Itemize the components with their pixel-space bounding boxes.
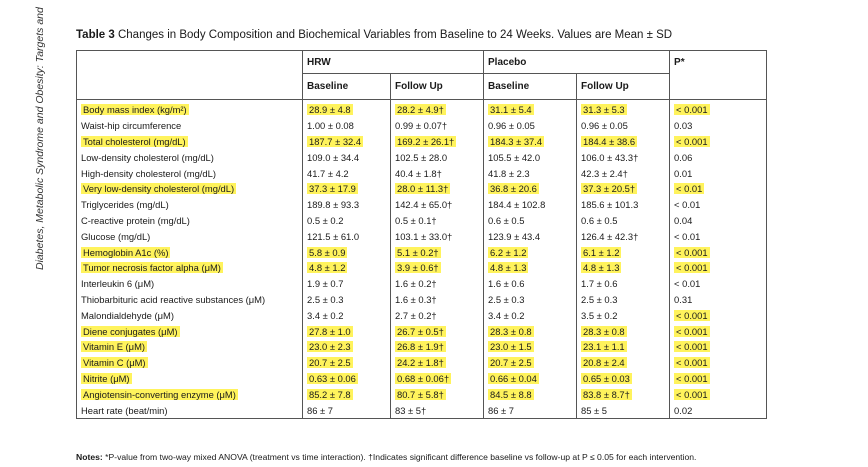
cell-text: 6.1 ± 1.2 [583,246,620,258]
table-row [77,134,767,150]
cell-hrw-baseline [303,371,391,387]
cell-variable [77,292,303,308]
table-row [77,323,767,339]
cell-text: Body mass index (kg/m²) [83,104,187,116]
cell-placebo-baseline [484,149,577,165]
cell-text: Nitrite (μM) [83,372,130,384]
cell-text: 37.3 ± 17.9 [309,183,356,195]
cell-hrw-baseline [303,276,391,292]
cell-placebo-baseline [484,228,577,244]
cell-variable [77,402,303,418]
table-row [77,276,767,292]
cell-text: 24.2 ± 1.8† [397,357,444,369]
cell-text: 0.31 [674,293,693,305]
cell-text: Glucose (mg/dL) [81,230,151,242]
cell-text: 3.5 ± 0.2 [581,309,618,321]
cell-variable [77,276,303,292]
cell-p [670,323,767,339]
cell-variable [77,323,303,339]
cell-text: < 0.01 [674,278,701,290]
table-row [77,402,767,418]
cell-text: < 0.001 [676,246,708,258]
cell-placebo-baseline [484,276,577,292]
cell-placebo-followup [577,307,670,323]
cell-placebo-followup [577,292,670,308]
header-hrw-followup: Follow Up [391,74,484,100]
cell-text: 20.8 ± 2.4 [583,357,625,369]
table-row [77,307,767,323]
cell-placebo-baseline [484,292,577,308]
cell-text: 4.8 ± 1.2 [309,262,346,274]
cell-text: < 0.001 [676,135,708,147]
table-notes [76,452,696,462]
cell-hrw-baseline [303,402,391,418]
table-row [77,149,767,165]
cell-hrw-followup [391,355,484,371]
cell-text: C-reactive protein (mg/dL) [81,214,190,226]
cell-text: 28.3 ± 0.8 [583,325,625,337]
table-row [77,213,767,229]
cell-placebo-followup [577,339,670,355]
cell-variable [77,355,303,371]
cell-hrw-baseline [303,323,391,339]
cell-hrw-followup [391,260,484,276]
table-row [77,165,767,181]
header-hrw-baseline: Baseline [303,74,391,100]
cell-text: 86 ± 7 [488,404,515,416]
cell-text: 84.5 ± 8.8 [490,388,532,400]
cell-text: 83.8 ± 8.7† [583,388,630,400]
cell-text: Diene conjugates (μM) [83,325,178,337]
cell-hrw-baseline [303,197,391,213]
cell-hrw-followup [391,213,484,229]
cell-text: 103.1 ± 33.0† [395,230,453,242]
cell-text: < 0.01 [676,183,703,195]
cell-text: 185.6 ± 101.3 [581,199,639,211]
cell-text: Vitamin E (μM) [83,341,146,353]
table-caption-label: Table 3 [76,29,115,41]
cell-hrw-followup [391,339,484,355]
cell-text: < 0.001 [676,341,708,353]
cell-text: 28.0 ± 11.3† [397,183,449,195]
results-table [76,50,767,419]
table-row [77,100,767,118]
cell-p [670,276,767,292]
cell-text: 121.5 ± 61.0 [307,230,360,242]
cell-hrw-followup [391,371,484,387]
table-row [77,181,767,197]
cell-text: 31.3 ± 5.3 [583,104,625,116]
cell-hrw-baseline [303,260,391,276]
cell-p [670,244,767,260]
cell-placebo-baseline [484,386,577,402]
cell-placebo-followup [577,181,670,197]
cell-placebo-followup [577,165,670,181]
table-row [77,339,767,355]
header-row-groups [77,51,767,74]
header-variable-blank [77,51,303,74]
cell-p [670,213,767,229]
cell-p [670,355,767,371]
cell-text: 3.4 ± 0.2 [307,309,344,321]
cell-text: 5.8 ± 0.9 [309,246,346,258]
cell-hrw-followup [391,149,484,165]
cell-text: 28.9 ± 4.8 [309,104,351,116]
cell-text: 0.01 [674,167,693,179]
cell-p [670,386,767,402]
cell-hrw-baseline [303,118,391,134]
table-notes-text: *P-value from two-way mixed ANOVA (treatment vs time interaction). †Indicates significant difference baseline vs follow-up at P ≤ 0.05 for each intervention. [105,452,697,462]
cell-placebo-baseline [484,371,577,387]
cell-hrw-followup [391,134,484,150]
cell-text: 37.3 ± 20.5† [583,183,636,195]
header-p-value: P* [670,51,767,74]
cell-p [670,260,767,276]
cell-text: 23.0 ± 1.5 [490,341,532,353]
cell-variable [77,213,303,229]
cell-text: 142.4 ± 65.0† [395,199,453,211]
cell-text: 3.4 ± 0.2 [488,309,525,321]
cell-hrw-baseline [303,292,391,308]
cell-hrw-baseline [303,181,391,197]
cell-text: Total cholesterol (mg/dL) [83,135,186,147]
cell-hrw-followup [391,197,484,213]
cell-text: 86 ± 7 [307,404,333,416]
cell-p [670,197,767,213]
cell-text: 27.8 ± 1.0 [309,325,351,337]
cell-hrw-followup [391,100,484,118]
cell-variable [77,244,303,260]
cell-placebo-followup [577,228,670,244]
cell-text: < 0.01 [674,230,701,242]
cell-text: 5.1 ± 0.2† [397,246,439,258]
running-title [34,0,48,467]
table-caption-text: Changes in Body Composition and Biochemical Variables from Baseline to 24 Weeks. Values are Mean ± SD [117,29,673,41]
cell-placebo-followup [577,100,670,118]
cell-text: < 0.01 [674,199,701,211]
cell-hrw-baseline [303,134,391,150]
cell-variable [77,118,303,134]
table-body [77,100,767,419]
cell-text: 1.6 ± 0.3† [395,293,437,305]
cell-text: Thiobarbituric acid reactive substances (μM) [81,293,266,305]
cell-p [670,134,767,150]
cell-text: 0.04 [674,214,693,226]
cell-placebo-baseline [484,402,577,418]
cell-placebo-followup [577,323,670,339]
cell-placebo-baseline [484,197,577,213]
header-group-placebo: Placebo [484,51,670,74]
cell-hrw-baseline [303,165,391,181]
cell-text: Heart rate (beat/min) [81,404,168,416]
cell-placebo-baseline [484,165,577,181]
cell-placebo-followup [577,149,670,165]
cell-variable [77,386,303,402]
cell-text: 41.7 ± 4.2 [307,167,349,179]
cell-variable [77,307,303,323]
cell-placebo-baseline [484,134,577,150]
cell-text: 184.4 ± 38.6 [583,135,636,147]
cell-text: 85.2 ± 7.8 [309,388,351,400]
cell-text: 2.5 ± 0.3 [307,293,344,305]
cell-text: 189.8 ± 93.3 [307,199,360,211]
cell-text: 1.6 ± 0.2† [395,278,437,290]
cell-placebo-followup [577,244,670,260]
cell-text: 0.99 ± 0.07† [395,120,448,132]
cell-variable [77,228,303,244]
cell-hrw-followup [391,165,484,181]
cell-text: 0.5 ± 0.1† [395,214,437,226]
cell-text: 106.0 ± 43.3† [581,151,639,163]
cell-hrw-followup [391,118,484,134]
cell-text: 0.66 ± 0.04 [490,372,537,384]
cell-text: 26.8 ± 1.9† [397,341,444,353]
header-placebo-baseline: Baseline [484,74,577,100]
cell-variable [77,100,303,118]
cell-placebo-baseline [484,181,577,197]
cell-hrw-baseline [303,244,391,260]
cell-text: 187.7 ± 32.4 [309,135,362,147]
cell-hrw-baseline [303,386,391,402]
cell-hrw-followup [391,323,484,339]
cell-hrw-baseline [303,228,391,244]
cell-text: < 0.001 [676,372,708,384]
cell-text: 0.6 ± 0.5 [488,214,525,226]
cell-placebo-followup [577,213,670,229]
cell-variable [77,149,303,165]
cell-variable [77,134,303,150]
cell-text: 28.3 ± 0.8 [490,325,532,337]
cell-hrw-followup [391,402,484,418]
table-row [77,228,767,244]
table-notes-label: Notes: [76,452,103,462]
running-title-text: Diabetes, Metabolic Syndrome and Obesity: Targets and [34,7,46,270]
cell-text: 0.96 ± 0.05 [488,120,535,132]
cell-text: Very low-density cholesterol (mg/dL) [83,183,235,195]
cell-placebo-followup [577,118,670,134]
cell-text: 0.6 ± 0.5 [581,214,618,226]
cell-text: Hemoglobin A1c (%) [83,246,169,258]
cell-text: 1.9 ± 0.7 [307,278,344,290]
cell-text: High-density cholesterol (mg/dL) [81,167,216,179]
cell-p [670,149,767,165]
table-row [77,355,767,371]
cell-text: 102.5 ± 28.0 [395,151,448,163]
cell-hrw-baseline [303,100,391,118]
cell-p [670,402,767,418]
cell-text: 0.68 ± 0.06† [397,372,450,384]
cell-text: 0.96 ± 0.05 [581,120,628,132]
cell-text: 36.8 ± 20.6 [490,183,537,195]
cell-text: 2.5 ± 0.3 [488,293,525,305]
cell-text: 0.5 ± 0.2 [307,214,344,226]
cell-placebo-baseline [484,355,577,371]
cell-text: 3.9 ± 0.6† [397,262,439,274]
cell-hrw-followup [391,276,484,292]
cell-text: 40.4 ± 1.8† [395,167,442,179]
cell-hrw-followup [391,386,484,402]
cell-placebo-baseline [484,260,577,276]
cell-text: < 0.001 [676,104,708,116]
cell-placebo-baseline [484,323,577,339]
cell-hrw-followup [391,181,484,197]
cell-text: 1.7 ± 0.6 [581,278,618,290]
table-row [77,118,767,134]
cell-text: Angiotensin-converting enzyme (μM) [83,388,236,400]
cell-placebo-baseline [484,118,577,134]
cell-hrw-baseline [303,149,391,165]
cell-variable [77,197,303,213]
cell-text: 80.7 ± 5.8† [397,388,444,400]
cell-variable [77,260,303,276]
cell-text: 85 ± 5 [581,404,608,416]
cell-placebo-baseline [484,213,577,229]
header-row-timepoints [77,74,767,100]
table-row [77,260,767,276]
cell-variable [77,371,303,387]
cell-text: Tumor necrosis factor alpha (μM) [83,262,221,274]
cell-variable [77,181,303,197]
cell-text: 42.3 ± 2.4† [581,167,628,179]
cell-text: 20.7 ± 2.5 [309,357,351,369]
cell-text: 23.0 ± 2.3 [309,341,351,353]
cell-text: < 0.001 [676,309,708,321]
table-row [77,244,767,260]
table-row [77,197,767,213]
cell-placebo-followup [577,276,670,292]
cell-placebo-baseline [484,244,577,260]
cell-hrw-followup [391,244,484,260]
cell-placebo-baseline [484,100,577,118]
cell-text: 6.2 ± 1.2 [490,246,527,258]
cell-text: 1.6 ± 0.6 [488,278,525,290]
cell-hrw-followup [391,228,484,244]
cell-text: 26.7 ± 0.5† [397,325,444,337]
cell-text: 31.1 ± 5.4 [490,104,532,116]
table-caption [76,29,672,41]
cell-p [670,339,767,355]
cell-text: 28.2 ± 4.9† [397,104,444,116]
cell-placebo-followup [577,371,670,387]
cell-p [670,371,767,387]
cell-placebo-followup [577,134,670,150]
cell-text: Low-density cholesterol (mg/dL) [81,151,214,163]
cell-hrw-followup [391,292,484,308]
cell-text: 0.03 [674,120,693,132]
cell-text: 0.65 ± 0.03 [583,372,630,384]
cell-text: 2.5 ± 0.3 [581,293,618,305]
header-variable-blank-2 [77,74,303,100]
cell-p [670,100,767,118]
cell-text: < 0.001 [676,262,708,274]
cell-text: 0.63 ± 0.06 [309,372,356,384]
header-p-blank [670,74,767,100]
cell-text: Triglycerides (mg/dL) [81,199,169,211]
cell-placebo-followup [577,402,670,418]
cell-text: 83 ± 5† [395,404,427,416]
cell-variable [77,339,303,355]
cell-text: Malondialdehyde (μM) [81,309,174,321]
cell-hrw-baseline [303,355,391,371]
cell-text: 184.3 ± 37.4 [490,135,543,147]
cell-text: 169.2 ± 26.1† [397,135,455,147]
cell-placebo-followup [577,355,670,371]
cell-placebo-followup [577,260,670,276]
cell-hrw-followup [391,307,484,323]
cell-p [670,118,767,134]
table-row [77,292,767,308]
cell-text: < 0.001 [676,357,708,369]
header-placebo-followup: Follow Up [577,74,670,100]
cell-variable [77,165,303,181]
cell-text: < 0.001 [676,388,708,400]
cell-p [670,228,767,244]
cell-placebo-followup [577,197,670,213]
cell-text: 126.4 ± 42.3† [581,230,639,242]
table-row [77,371,767,387]
cell-hrw-baseline [303,339,391,355]
cell-hrw-baseline [303,213,391,229]
cell-text: 41.8 ± 2.3 [488,167,530,179]
cell-text: 23.1 ± 1.1 [583,341,625,353]
cell-hrw-baseline [303,307,391,323]
cell-text: 2.7 ± 0.2† [395,309,437,321]
cell-placebo-followup [577,386,670,402]
cell-text: 4.8 ± 1.3 [490,262,527,274]
cell-placebo-baseline [484,307,577,323]
header-group-hrw: HRW [303,51,484,74]
cell-text: 20.7 ± 2.5 [490,357,532,369]
cell-p [670,181,767,197]
cell-text: Waist-hip circumference [81,120,182,132]
cell-text: Vitamin C (μM) [83,357,146,369]
cell-text: 4.8 ± 1.3 [583,262,620,274]
cell-p [670,165,767,181]
cell-text: 1.00 ± 0.08 [307,120,354,132]
cell-text: Interleukin 6 (μM) [81,278,155,290]
cell-p [670,307,767,323]
cell-text: 0.06 [674,151,693,163]
table-row [77,386,767,402]
cell-text: < 0.001 [676,325,708,337]
cell-placebo-baseline [484,339,577,355]
cell-p [670,292,767,308]
cell-text: 123.9 ± 43.4 [488,230,541,242]
cell-text: 109.0 ± 34.4 [307,151,360,163]
cell-text: 184.4 ± 102.8 [488,199,546,211]
cell-text: 105.5 ± 42.0 [488,151,541,163]
cell-text: 0.02 [674,404,693,416]
